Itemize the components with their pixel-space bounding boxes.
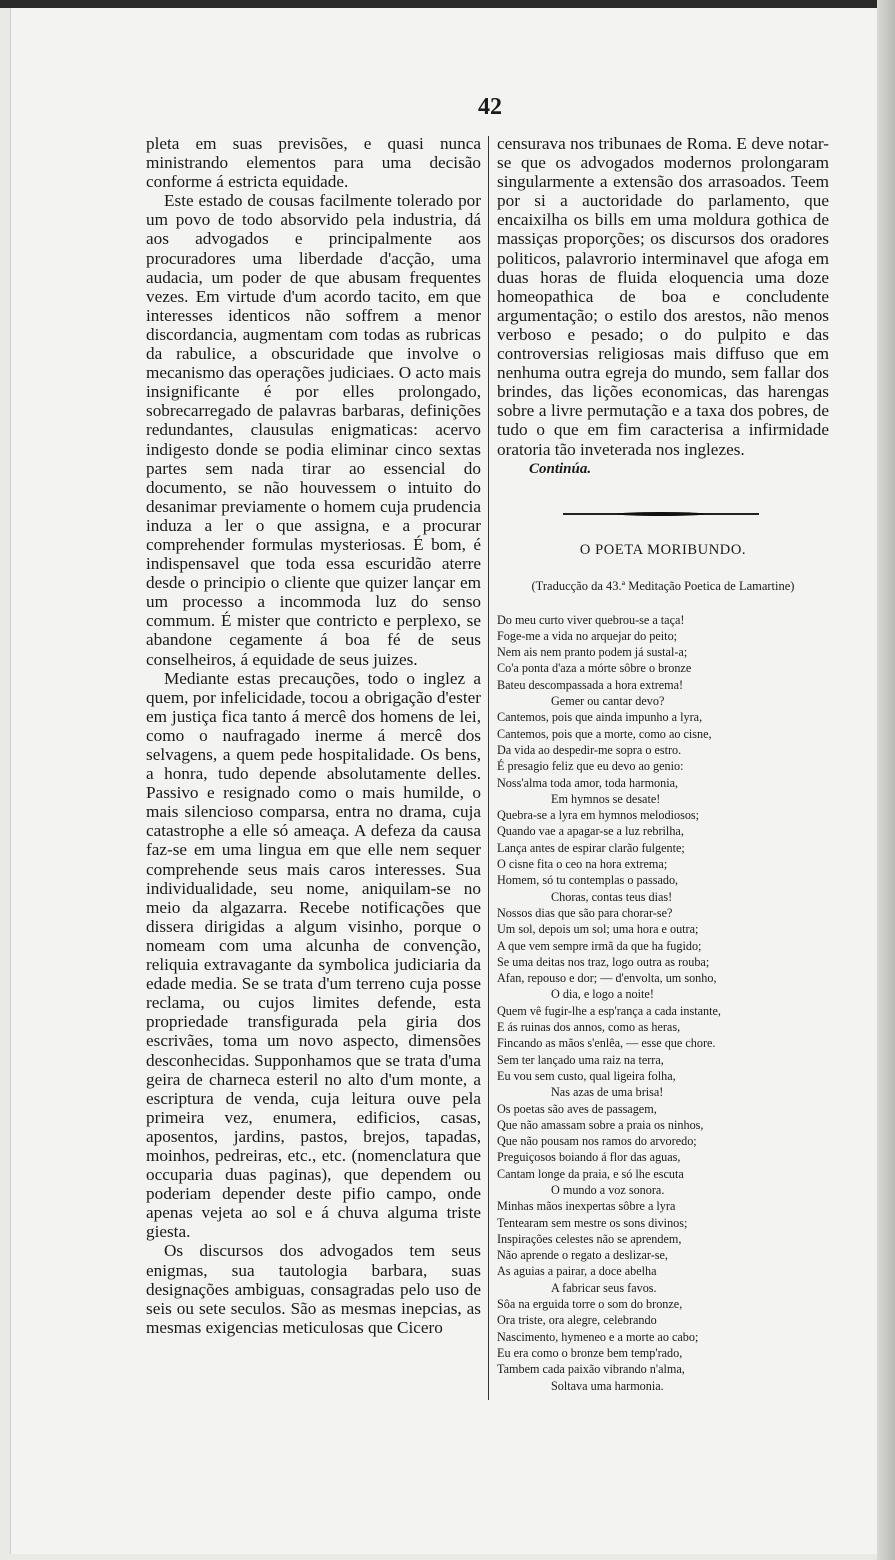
poem-line: Choras, contas teus dias! <box>551 889 673 904</box>
poem-line: Noss'alma toda amor, toda harmonia, <box>497 775 679 790</box>
poem-line: Do meu curto viver quebrou-se a taça! <box>497 612 685 627</box>
poem-line: Foge-me a vida no arquejar do peito; <box>497 628 678 643</box>
poem-line: A que vem sempre irmã da que ha fugido; <box>497 938 702 953</box>
poem-line: Quebra-se a lyra em hymnos melodiosos; <box>497 808 700 823</box>
poem-line: Ora triste, ora alegre, celebrando <box>497 1313 657 1328</box>
poem-line: Nossos dias que são para chorar-se? <box>497 905 673 920</box>
poem-line: Nas azas de uma brisa! <box>551 1085 664 1100</box>
poem-line: Nem ais nem pranto podem já sustal-a; <box>497 645 688 660</box>
poem-line: Os poetas são aves de passagem, <box>497 1101 657 1116</box>
left-paragraph-1: pleta em suas previsões, e quasi nunca ministrando elementos para uma decisão conforme á estricta equidade. <box>146 134 481 192</box>
poem-line: Tambem cada paixão vibrando n'alma, <box>497 1362 685 1377</box>
poem-line: Da vida ao despedir-me sopra o estro. <box>497 742 682 757</box>
left-paragraph-4: Os discursos dos advogados tem seus enigmas, sua tautologia barbara, suas designações ambiguas, consagradas pelo uso de seis ou sete seculos. São as mesmas inepcias, as mesmas exigencias meticulosas que Cicero <box>146 1241 481 1337</box>
poem-line: E ás ruinas dos annos, como as heras, <box>497 1020 681 1035</box>
poem-line: Sôa na erguida torre o som do bronze, <box>497 1297 683 1312</box>
page-number: 42 <box>478 94 502 120</box>
poem <box>497 612 829 1394</box>
poem-line: Minhas mãos inexpertas sôbre a lyra <box>497 1199 676 1214</box>
poem-line: Em hymnos se desate! <box>551 791 661 806</box>
poem-line: É presagio feliz que eu devo ao genio: <box>497 759 684 774</box>
left-paragraph-3: Mediante estas precauções, todo o inglez a quem, por infelicidade, tocou a obrigação d'ester em justiça fica tanto á mercê dos homens de lei, como o naufragado inerme á mercê dos selvagens, a quem pede hospitalidade. Os bens, a honra, tudo depende absolutamente delles. Passivo e resignado como o mais humilde, o mais silencioso comparsa, entra no drama, cuja catastrophe a elle só ameaça. A defeza da causa faz-se em uma lingua em que elle nem sequer comprehende seus mais caros interesses. Sua individualidade, seu nome, aniquilam-se no meio da algazarra. Recebe notificações que dissera dirigidas a algum visinho, porque o nomeam com uma alcunha de convenção, reliquia extravagante da symbolica judiciaria da edade media. Se se trata d'um terreno cuja posse reclama, ou cujos limites defende, esta propriedade transfigurada pela giria dos escrivães, toma um novo aspecto, dimensões desconhecidas. Supponhamos que se trata d'uma geira de charneca esteril no alto d'um monte, a escriptura de venda, cuja leitura ouve pela primeira vez, enumera, edificios, casas, aposentos, jardins, pastos, brejos, tapadas, moinhos, pedreiras, etc., etc. (nomenclatura que occuparia duas paginas), que dependem ou poderiam depender deste pifio campo, onde apenas vejeta ao sol e á chuva alguma triste giesta. <box>146 668 481 1242</box>
poem-line: Homem, só tu contemplas o passado, <box>497 873 679 888</box>
poem-line: Soltava uma harmonia. <box>551 1378 664 1393</box>
poem-line: Se uma deitas nos traz, logo outra as rouba; <box>497 954 710 969</box>
page-edge-shadow <box>877 0 895 1560</box>
poem-line: Sem ter lançado uma raiz na terra, <box>497 1052 664 1067</box>
poem-line: Bateu descompassada a hora extrema! <box>497 677 684 692</box>
poem-line: Cantemos, pois que ainda impunho a lyra, <box>497 710 703 725</box>
poem-line: Lança antes de espirar clarão fulgente; <box>497 840 685 855</box>
poem-line: Inspirações celestes não se aprendem, <box>497 1231 682 1246</box>
left-paragraph-2: Este estado de cousas facilmente tolerado por um povo de todo absorvido pela industria, dá aos advogados e principalmente aos procuradores uma liberdade d'acção, uma audacia, um poder de que abusam frequentes vezes. Em virtude d'um acordo tacito, em que interesses identicos não soffrem a menor discordancia, augmentam com todas as rubricas da rabulice, a obscuridade que involve o mecanismo das operações judiciaes. O acto mais insignificante é por elles prolongado, sobrecarregado de palavras barbaras, definições redundantes, clausulas enigmaticas: acervo indigesto donde se podia eliminar cinco sextas partes sem nada tirar ao essencial do documento, se não houvessem o intuito do desanimar previamente o homem cuja prudencia induza a ler o que assigna, e a procurar comprehender formulas mysteriosas. É bom, é indispensavel que toda essa escuridão aterre desde o principio o cliente que quizer lançar em um processo a incommoda luz do senso commum. É mister que contricto e perplexo, se abandone cegamente á boa fé de seus conselheiros, á equidade de seus juizes. <box>146 191 481 669</box>
poem-line: Nascimento, hymeneo e a morte ao cabo; <box>497 1329 699 1344</box>
continua-note: Continúa. <box>529 460 592 477</box>
poem-line: O dia, e logo a noite! <box>551 987 654 1002</box>
poem-line: As aguias a pairar, a doce abelha <box>497 1264 657 1279</box>
poem-line: Que não amassam sobre a praia os ninhos, <box>497 1117 704 1132</box>
right-paragraph: censurava nos tribunaes de Roma. E deve notar-se que os advogados modernos prolongaram singularmente a extensão dos arrasoados. Teem por si a auctoridade do parlamento, que encaixilha os bills em uma moldura gothica de massiças proporções; os discursos dos oradores politicos, palavrorio interminavel que afoga em duas horas de fluida eloquencia uma doze homeopathica de boa e concludente argumentação; o estilo dos arestos, não menos verboso e pesado; o do pulpito e das controversias religiosas mais diffuso que em nenhuma outra egreja do mundo, sem fallar dos brindes, das lições economicas, das harengas sobre a livre permutação e a taxa dos pobres, de tudo o que em fim caracterisa a infirmidade oratoria tão inveterada nos inglezes. <box>497 134 829 459</box>
poem-line: Que não pousam nos ramos do arvoredo; <box>497 1134 697 1149</box>
poem-line: Não aprende o regato a deslizar-se, <box>497 1248 668 1263</box>
poem-subtitle: (Traducção da 43.ª Meditação Poetica de Lamartine) <box>531 578 795 593</box>
poem-line: Eu vou sem custo, qual ligeira folha, <box>497 1068 676 1083</box>
poem-line: Cantemos, pois que a morte, como ao cisne, <box>497 726 712 741</box>
poem-line: Preguiçosos boiando á flor das aguas, <box>497 1150 681 1165</box>
poem-line: Co'a ponta d'aza a mórte sôbre o bronze <box>497 661 692 676</box>
right-column <box>497 134 829 1394</box>
poem-line: Um sol, depois um sol; uma hora e outra; <box>497 922 699 937</box>
poem-line: Tentearam sem mestre os sons divinos; <box>497 1215 688 1230</box>
poem-line: Eu era como o bronze bem temp'rado, <box>497 1345 683 1360</box>
poem-line: Quando vae a apagar-se a luz rebrilha, <box>497 824 684 839</box>
poem-line: Fincando as mãos s'enlêa, — esse que chore. <box>497 1036 716 1051</box>
poem-line: Afan, repouso e dor; — d'envolta, um sonho, <box>497 971 717 986</box>
poem-line: O cisne fita o ceo na hora extrema; <box>497 857 668 872</box>
top-scan-border <box>0 0 895 8</box>
section-ornament <box>563 512 759 516</box>
poem-line: O mundo a voz sonora. <box>551 1182 665 1197</box>
poem-line: A fabricar seus favos. <box>551 1280 657 1295</box>
column-divider <box>488 136 489 1400</box>
poem-line: Quem vê fugir-lhe a esp'rança a cada instante, <box>497 1003 721 1018</box>
poem-title: O POETA MORIBUNDO. <box>579 541 747 558</box>
poem-line: Cantam longe da praia, e só lhe escuta <box>497 1166 684 1181</box>
poem-line: Gemer ou cantar devo? <box>551 694 665 709</box>
left-column <box>146 134 481 1337</box>
